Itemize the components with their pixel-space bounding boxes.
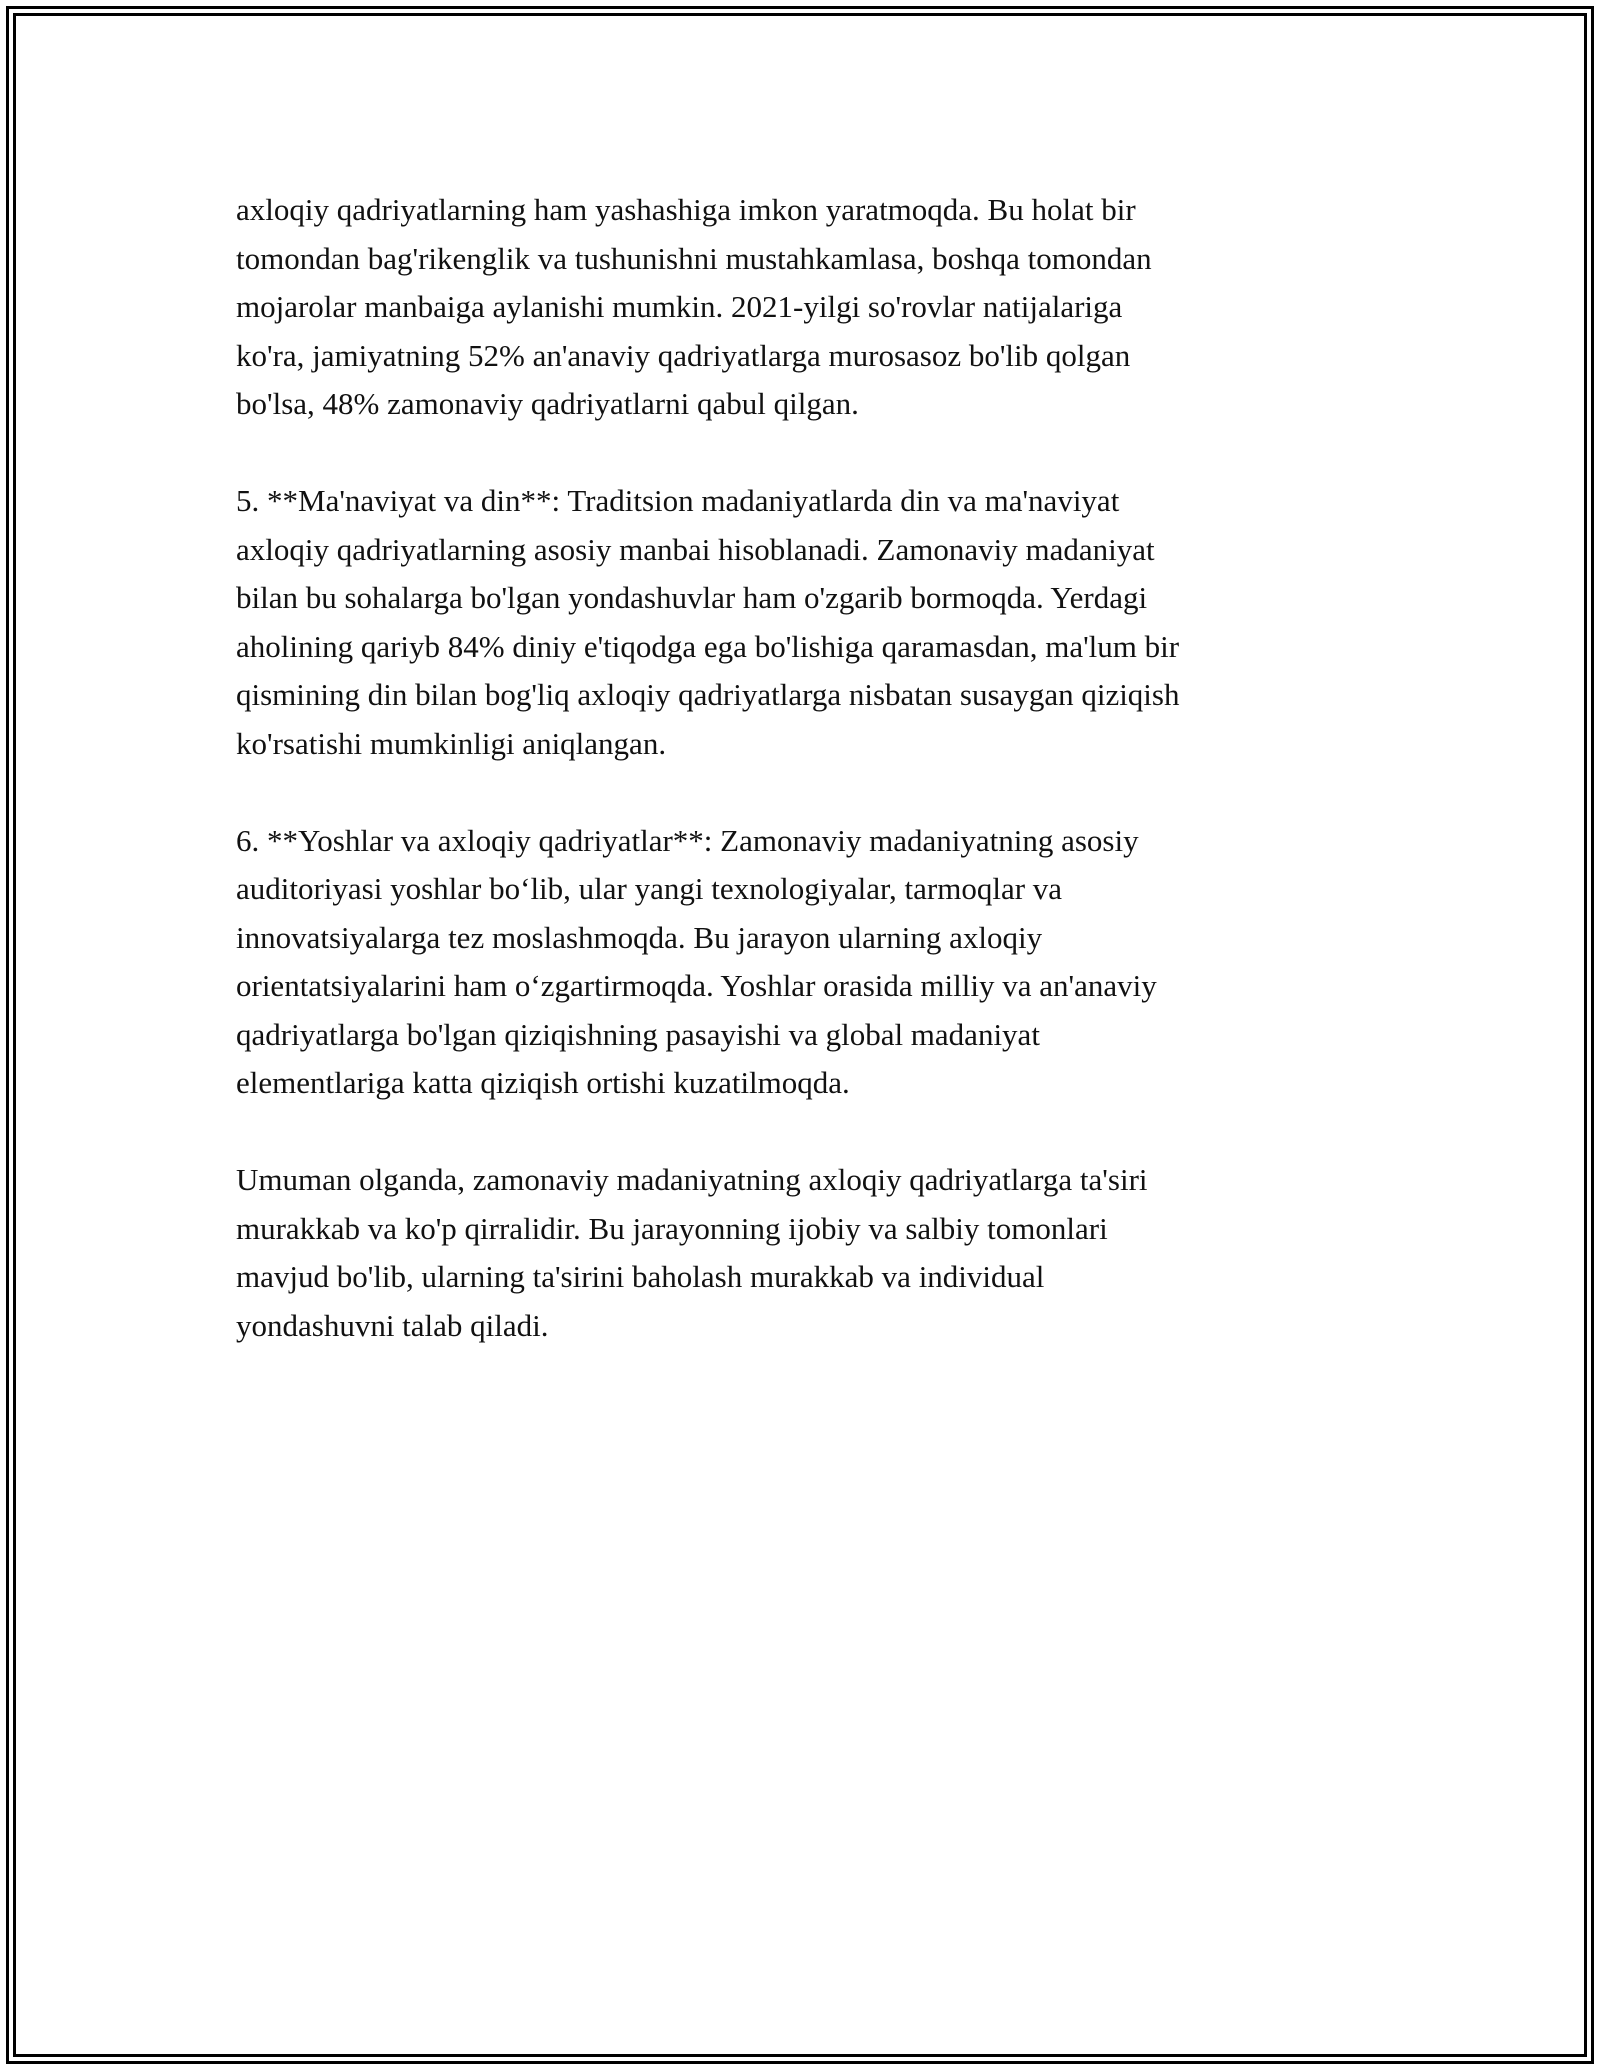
paragraph-spirituality-religion: [236, 477, 1376, 768]
text-line: mojarolar manbaiga aylanishi mumkin. 2021-yilgi so'rovlar natijalariga: [236, 289, 1123, 324]
text-line: 6. **Yoshlar va axloqiy qadriyatlar**: Zamonaviy madaniyatning asosiy: [236, 822, 1139, 858]
text-line: qismining din bilan bog'liq axloqiy qadriyatlarga nisbatan susaygan qiziqish: [236, 677, 1180, 712]
text-line: aholining qariyb 84% diniy e'tiqodga ega bo'lishiga qaramasdan, ma'lum bir: [236, 628, 1180, 664]
text-line: axloqiy qadriyatlarning ham yashashiga imkon yaratmoqda. Bu holat bir: [236, 192, 1136, 227]
paragraph-youth-values: [236, 817, 1376, 1108]
text-line: bilan bu sohalarga bo'lgan yondashuvlar ham o'zgarib bormoqda. Yerdagi: [236, 580, 1148, 615]
text-line: tomondan bag'rikenglik va tushunishni mustahkamlasa, boshqa tomondan: [236, 240, 1152, 276]
text-line: yondashuvni talab qiladi.: [236, 1307, 549, 1343]
text-line: Umuman olganda, zamonaviy madaniyatning axloqiy qadriyatlarga ta'siri: [236, 1162, 1148, 1197]
text-line: murakkab va ko'p qirralidir. Bu jarayonning ijobiy va salbiy tomonlari: [236, 1210, 1108, 1246]
text-line: ko'ra, jamiyatning 52% an'anaviy qadriyatlarga murosasoz bo'lib qolgan: [236, 337, 1131, 373]
text-line: mavjud bo'lib, ularning ta'sirini baholash murakkab va individual: [236, 1259, 1045, 1294]
text-line: auditoriyasi yoshlar bo‘lib, ular yangi texnologiyalar, tarmoqlar va: [236, 871, 1063, 906]
document-body: [236, 186, 1376, 1399]
text-line: ko'rsatishi mumkinligi aniqlangan.: [236, 725, 667, 761]
text-line: bo'lsa, 48% zamonaviy qadriyatlarni qabul qilgan.: [236, 386, 859, 421]
paragraph-values-survey: [236, 186, 1376, 429]
text-line: qadriyatlarga bo'lgan qiziqishning pasayishi va global madaniyat: [236, 1016, 1040, 1052]
text-line: axloqiy qadriyatlarning asosiy manbai hisoblanadi. Zamonaviy madaniyat: [236, 531, 1155, 567]
paragraph-conclusion: [236, 1156, 1376, 1350]
text-line: 5. **Ma'naviyat va din**: Traditsion madaniyatlarda din va ma'naviyat: [236, 483, 1120, 518]
text-line: innovatsiyalarga tez moslashmoqda. Bu jarayon ularning axloqiy: [236, 919, 1043, 955]
text-line: orientatsiyalarini ham o‘zgartirmoqda. Yoshlar orasida milliy va an'anaviy: [236, 968, 1157, 1003]
text-line: elementlariga katta qiziqish ortishi kuzatilmoqda.: [236, 1065, 850, 1100]
